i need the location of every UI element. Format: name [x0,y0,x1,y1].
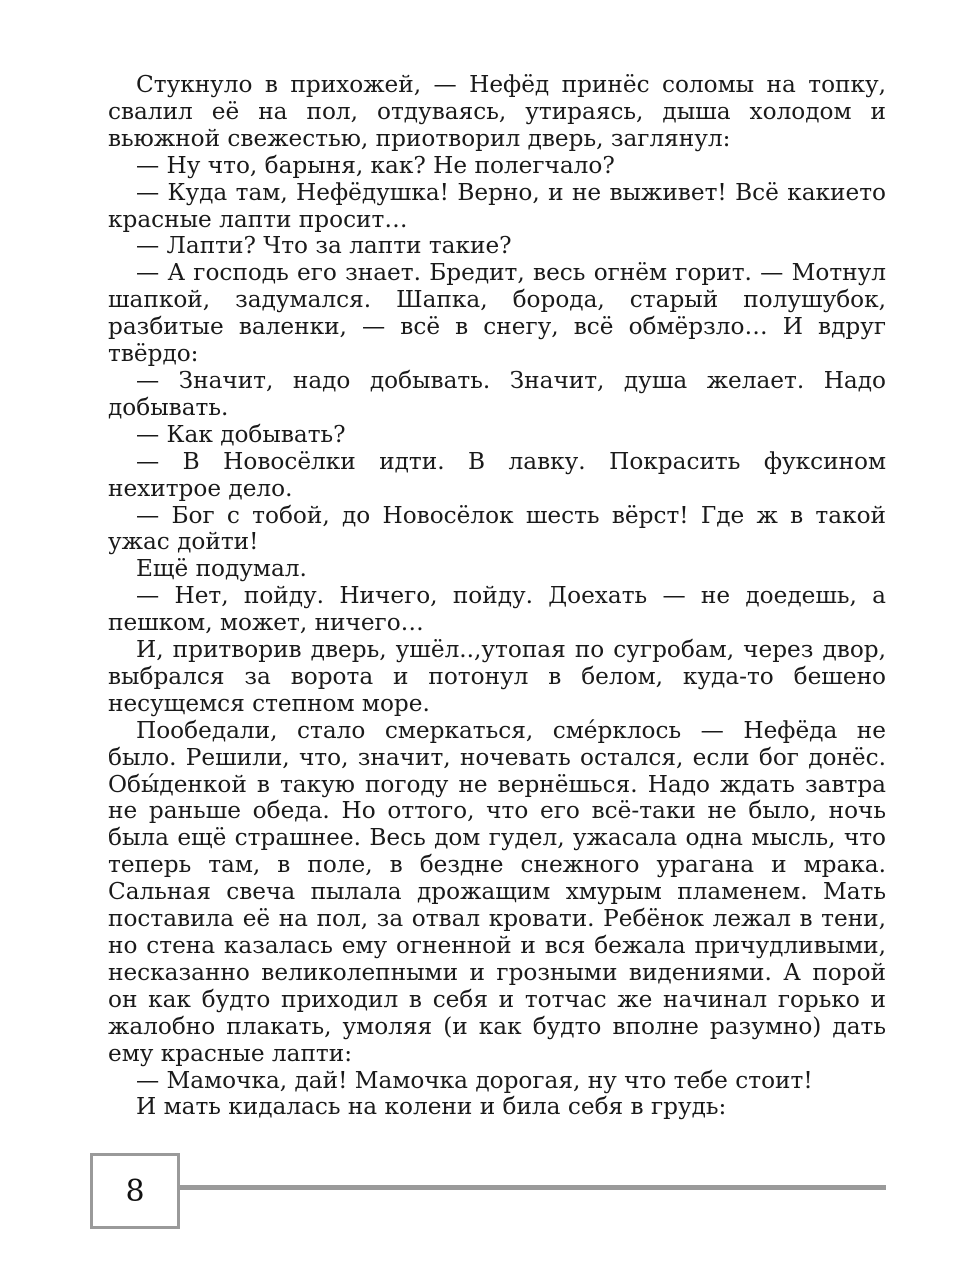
page-footer [90,1153,886,1229]
paragraph: И мать кидалась на колени и била себя в грудь: [136,1093,727,1121]
paragraph: — Бог с тобой, до Новосёлок шесть вёрст! Где ж в такой ужас дойти! [108,501,886,556]
body-text [108,72,886,1121]
paragraph: — Ну что, барыня, как? Не полегчало? [136,151,615,179]
paragraph: — Как добывать? [136,420,346,448]
paragraph: — Куда там, Нефёдушка! Верно, и не выживет! Всё какието красные лапти просит… [108,178,886,233]
paragraph: И, притворив дверь, ушёл..,утопая по сугробам, через двор, выбрался за ворота и потонул в белом, куда-то бешено несущемся степном море. [108,636,886,717]
paragraph: Ещё подумал. [136,555,307,583]
paragraph: Пообедали, стало смеркаться, сме́рклось — Нефёда не было. Решили, что, значит, ночевать остался, если бог донёс. Обы́денкой в такую погоду не вернёшься. Надо ждать завтра не раньше обеда. Но оттого, что его всё-таки не было, ночь была ещё страшнее. Весь дом гудел, ужасала одна мысль, что теперь там, в поле, в бездне снежного урагана и мрака. Сальная свеча пылала дрожащим хмурым пламенем. Мать поставила её на пол, за отвал кровати. Ребёнок лежал в тени, но стена казалась ему огненной и вся бежала причудливыми, несказанно великолепными и грозными видениями. А порой он как будто приходил в себя и тотчас же начинал горько и жалобно плакать, умоляя (и как будто вполне разумно) дать ему красные лапти: [108,716,886,1067]
paragraph: — Мамочка, дай! Мамочка дорогая, ну что тебе стоит! [136,1066,813,1094]
paragraph: — Значит, надо добывать. Значит, душа желает. Надо добывать. [108,366,886,421]
paragraph: — В Новосёлки идти. В лавку. Покрасить фуксином нехитрое дело. [108,447,886,502]
paragraph: — Лапти? Что за лапти такие? [136,232,512,260]
page-number: 8 [90,1153,180,1229]
paragraph: — А господь его знает. Бредит, весь огнём горит. — Мотнул шапкой, задумался. Шапка, борода, старый полушубок, разбитые валенки, — всё в снегу, всё обмёрзло… И вдруг твёрдо: [108,259,886,368]
footer-divider [180,1185,886,1190]
paragraph: Стукнуло в прихожей, — Нефёд принёс соломы на топку, свалил её на пол, отдуваясь, утираясь, дыша холодом и вьюжной свежестью, приотворил дверь, заглянул: [108,71,886,152]
paragraph: — Нет, пойду. Ничего, пойду. Доехать — не доедешь, а пешком, может, ничего… [108,582,886,637]
